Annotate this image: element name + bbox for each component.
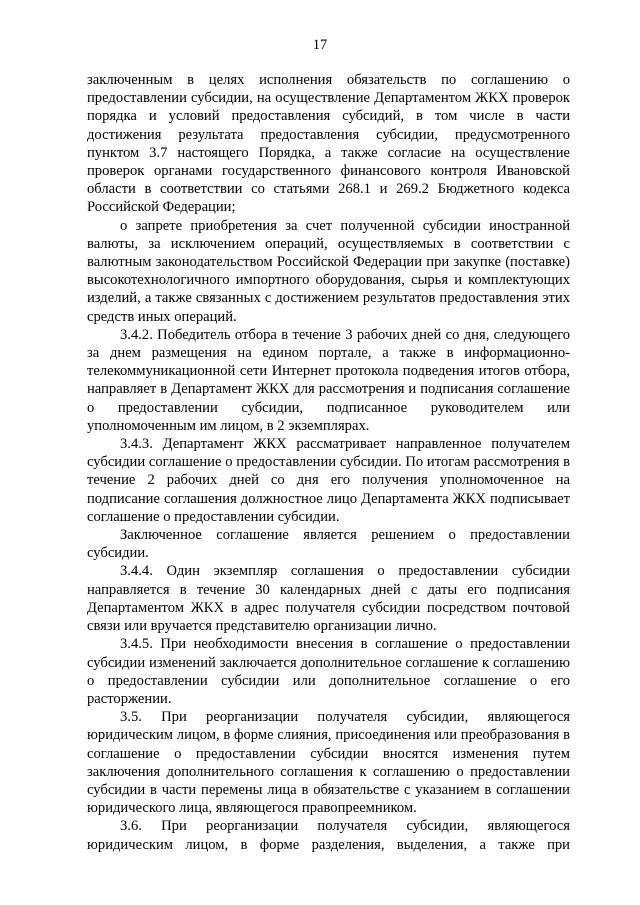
paragraph-currency-prohibition: о запрете приобретения за счет полученной субсидии иностранной валюты, за исключением операций, осуществляемых в соответствии с валютным законодательством Российской Федерации при закупке (поставке) высокотехнологичного импортного оборудования, сырья и комплектующих изделий, а также связанных с достижением результатов предоставления этих средств иных операций. (87, 217, 570, 325)
paragraph-3-5: 3.5. При реорганизации получателя субсидии, являющегося юридическим лицом, в форме слияния, присоединения или преобразования в соглашение о предоставлении субсидии вносятся изменения путем заключения дополнительного соглашения к соглашению о предоставлении субсидии в части перемены лица в обязательстве с указанием в соглашении юридического лица, являющегося правопреемником. (87, 709, 570, 817)
paragraph-concluded-agreement: Заключенное соглашение является решением о предоставлении субсидии. (87, 527, 570, 562)
paragraph-3-4-4: 3.4.4. Один экземпляр соглашения о предоставлении субсидии направляется в течение 30 календарных дней с даты его подписания Департаментом ЖКХ в адрес получателя субсидии посредством почтовой связи или вручается представителю организации лично. (87, 563, 570, 635)
document-body (87, 71, 570, 854)
paragraph-3-4-5: 3.4.5. При необходимости внесения в соглашение о предоставлении субсидии изменений заключается дополнительное соглашение к соглашению о предоставлении субсидии или дополнительное соглашение о его расторжении. (87, 636, 570, 707)
paragraph-3-4-2: 3.4.2. Победитель отбора в течение 3 рабочих дней со дня, следующего за днем размещения на едином портале, а также в информационно-телекоммуникационной сети Интернет протокола подведения итогов отбора, направляет в Департамент ЖКХ для рассмотрения и подписания соглашение о предоставлении субсидии, подписанное руководителем или уполномоченным им лицом, в 2 экземплярах. (87, 326, 570, 434)
page-number: 17 (312, 37, 328, 53)
paragraph-3-4-3: 3.4.3. Департамент ЖКХ рассматривает направленное получателем субсидии соглашение о предоставлении субсидии. По итогам рассмотрения в течение 2 рабочих дней со дня его получения уполномоченное на подписание соглашения должностное лицо Департамента ЖКХ подписывает соглашение о предоставлении субсидии. (87, 436, 570, 525)
paragraph-3-6: 3.6. При реорганизации получателя субсидии, являющегося юридическим лицом, в форме разделения, выделения, а также при (87, 818, 570, 853)
paragraph-continuation: заключенным в целях исполнения обязательств по соглашению о предоставлении субсидии, на осуществление Департаментом ЖКХ проверок порядка и условий предоставления субсидий, в том числе в части достижения результата предоставления субсидии, предусмотренного пунктом 3.7 настоящего Порядка, а также согласие на осуществление проверок органами государственного финансового контроля Ивановской области в соответствии со статьями 268.1 и 269.2 Бюджетного кодекса Российской Федерации; (87, 72, 570, 216)
